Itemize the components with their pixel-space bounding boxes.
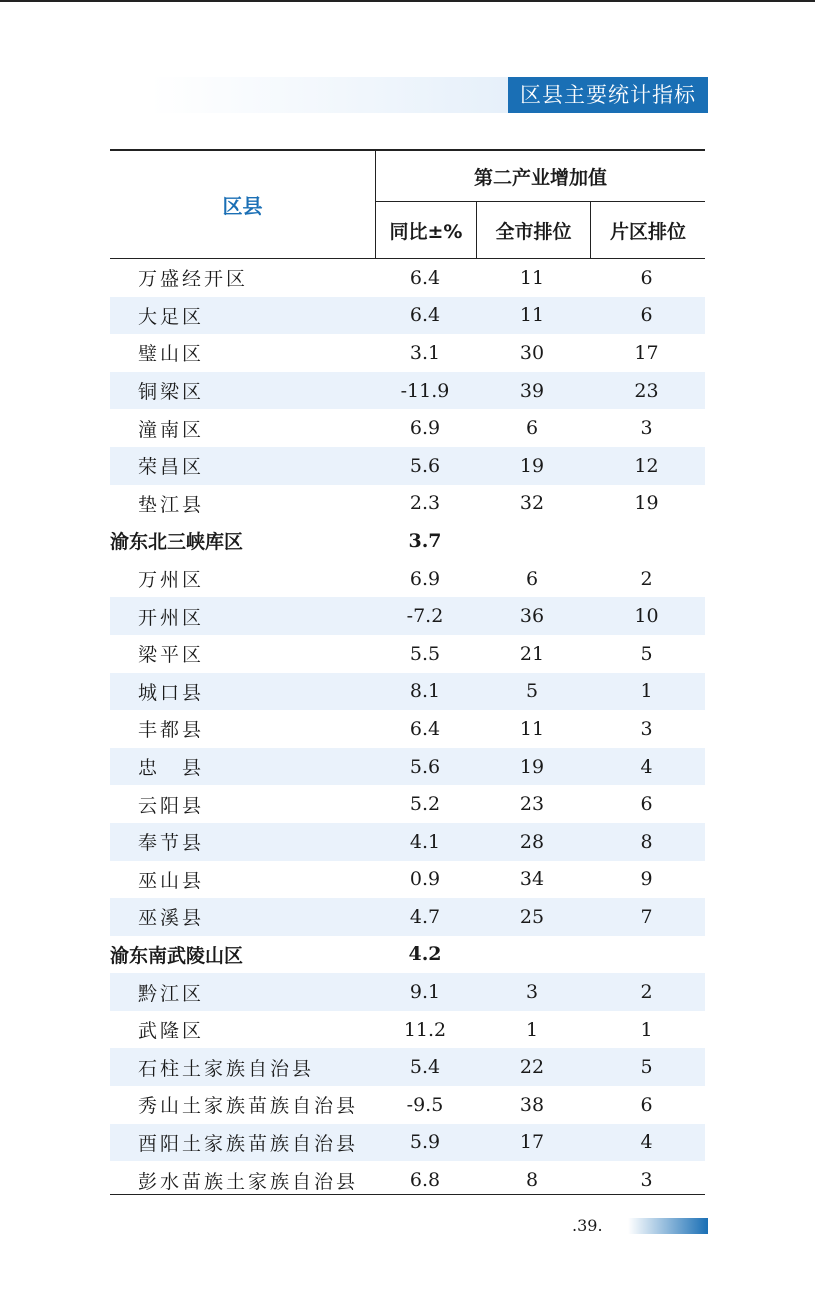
region-rank-cell: 2 [640, 981, 653, 1004]
yoy-value-cell: -9.5 [406, 1093, 444, 1116]
city-rank-cell: 34 [519, 868, 545, 891]
city-rank-cell: 36 [519, 605, 545, 628]
region-rank-column-header: 片区排位 [609, 220, 686, 243]
city-rank-cell: 11 [519, 266, 545, 289]
region-rank-cell: 23 [634, 379, 659, 402]
district-name-cell: 巫溪县 [138, 907, 205, 930]
table-row [110, 259, 705, 297]
city-rank-cell: 25 [519, 905, 545, 928]
table-row [110, 710, 705, 748]
yoy-value-cell: 5.5 [409, 642, 441, 665]
yoy-value-cell: 5.2 [409, 793, 441, 816]
page-number: .39. [572, 1216, 603, 1235]
yoy-value-cell: 9.1 [409, 981, 441, 1004]
district-name-cell: 忠 县 [138, 757, 205, 780]
yoy-value-cell: 6.9 [409, 417, 441, 440]
table-bottom-rule [110, 1194, 705, 1195]
region-rank-cell: 6 [640, 304, 653, 327]
district-name-cell: 璧山区 [138, 343, 205, 366]
table-row [110, 785, 705, 823]
table-row [110, 1086, 705, 1124]
region-rank-cell: 10 [634, 605, 659, 628]
table-row [110, 1048, 705, 1086]
yoy-value-cell: 6.4 [409, 717, 441, 740]
city-rank-cell: 32 [519, 492, 545, 515]
table-row [110, 823, 705, 861]
yoy-value-cell: 0.9 [409, 868, 441, 891]
page-number-bar [628, 1218, 708, 1234]
table-row [110, 861, 705, 899]
region-rank-cell: 4 [640, 1131, 653, 1154]
yoy-value-cell: 5.6 [409, 755, 441, 778]
city-rank-cell: 19 [519, 454, 545, 477]
district-name-cell: 石柱土家族自治县 [138, 1057, 315, 1080]
city-rank-cell: 5 [525, 680, 539, 703]
region-rank-cell: 5 [640, 642, 653, 665]
district-name-cell: 丰都县 [138, 719, 205, 742]
yoy-value-cell: 6.4 [409, 304, 441, 327]
region-rank-cell: 8 [640, 830, 653, 853]
city-rank-cell: 1 [525, 1018, 539, 1041]
city-rank-cell: 23 [519, 793, 545, 816]
yoy-value-cell: 6.9 [409, 567, 441, 590]
district-column-header: 区县 [222, 194, 263, 218]
district-name-cell: 万盛经开区 [138, 268, 249, 291]
district-name-cell: 城口县 [138, 681, 205, 704]
yoy-value-cell: 3.1 [409, 341, 441, 364]
city-rank-cell: 38 [519, 1093, 545, 1116]
region-rank-cell: 19 [634, 492, 659, 515]
region-rank-cell: 6 [640, 793, 653, 816]
district-name-cell: 渝东北三峡库区 [110, 531, 244, 554]
district-name-cell: 秀山土家族苗族自治县 [138, 1095, 359, 1118]
city-rank-cell: 17 [519, 1131, 545, 1154]
district-name-cell: 酉阳土家族苗族自治县 [138, 1132, 359, 1155]
table-row [110, 898, 705, 936]
table-row [110, 973, 705, 1011]
district-name-cell: 黔江区 [138, 982, 205, 1005]
table-row [110, 485, 705, 523]
yoy-value-cell: 8.1 [409, 680, 441, 703]
table-row [110, 409, 705, 447]
region-rank-cell: 2 [640, 567, 653, 590]
region-rank-cell: 7 [640, 905, 653, 928]
district-name-cell: 潼南区 [138, 418, 205, 441]
region-rank-cell: 12 [634, 454, 659, 477]
district-name-cell: 荣昌区 [138, 456, 205, 479]
region-rank-cell: 4 [640, 755, 653, 778]
yoy-column-header: 同比±% [389, 220, 463, 243]
yoy-value-cell: 4.2 [408, 943, 442, 966]
table-row [110, 297, 705, 335]
region-rank-cell: 6 [640, 1093, 653, 1116]
district-name-cell: 万州区 [138, 569, 205, 592]
table-row [110, 635, 705, 673]
yoy-value-cell: 2.3 [409, 492, 441, 515]
region-rank-cell: 1 [640, 1018, 653, 1041]
city-rank-cell: 3 [525, 981, 539, 1004]
table-row [110, 334, 705, 372]
district-name-cell: 云阳县 [138, 794, 205, 817]
table-body [110, 259, 705, 1199]
table-row [110, 1011, 705, 1049]
region-row [110, 936, 705, 974]
city-rank-cell: 6 [525, 417, 539, 440]
district-name-cell: 大足区 [138, 305, 205, 328]
city-rank-cell: 22 [519, 1056, 545, 1079]
yoy-value-cell: -11.9 [400, 379, 450, 402]
district-name-cell: 梁平区 [138, 644, 205, 667]
table-row [110, 447, 705, 485]
header-band [150, 77, 510, 113]
city-rank-cell: 30 [519, 341, 545, 364]
yoy-value-cell: 5.6 [409, 454, 441, 477]
yoy-value-cell: 4.1 [409, 830, 441, 853]
district-name-cell: 铜梁区 [138, 381, 205, 404]
yoy-value-cell: 5.4 [409, 1056, 441, 1079]
region-rank-cell: 9 [640, 868, 653, 891]
top-rule [0, 0, 815, 2]
region-rank-cell: 3 [640, 717, 653, 740]
region-rank-cell: 3 [640, 1169, 653, 1192]
district-name-cell: 巫山县 [138, 869, 205, 892]
region-rank-cell: 6 [640, 266, 653, 289]
yoy-value-cell: 4.7 [409, 905, 441, 928]
header-divider [590, 202, 591, 258]
district-name-cell: 垫江县 [138, 493, 205, 516]
table-row [110, 1124, 705, 1162]
district-name-cell: 奉节县 [138, 832, 205, 855]
table-row [110, 673, 705, 711]
city-rank-cell: 11 [519, 717, 545, 740]
district-name-cell: 武隆区 [138, 1020, 205, 1043]
region-rank-cell: 17 [634, 341, 659, 364]
city-rank-cell: 19 [519, 755, 545, 778]
city-rank-cell: 8 [525, 1169, 539, 1192]
city-rank-cell: 11 [519, 304, 545, 327]
city-rank-cell: 6 [525, 567, 539, 590]
header-divider [375, 151, 376, 258]
city-rank-cell: 21 [519, 642, 545, 665]
yoy-value-cell: 3.7 [408, 529, 442, 552]
region-rank-cell: 1 [640, 680, 653, 703]
yoy-value-cell: -7.2 [406, 605, 444, 628]
region-rank-cell: 3 [640, 417, 653, 440]
table-row [110, 560, 705, 598]
city-rank-column-header: 全市排位 [495, 220, 572, 243]
yoy-value-cell: 6.4 [409, 266, 441, 289]
yoy-value-cell: 11.2 [403, 1018, 447, 1041]
yoy-value-cell: 6.8 [409, 1169, 441, 1192]
table-row [110, 372, 705, 410]
region-rank-cell: 5 [640, 1056, 653, 1079]
yoy-value-cell: 5.9 [409, 1131, 441, 1154]
section-title: 区县主要统计指标 [508, 77, 708, 113]
region-row [110, 522, 705, 560]
group-column-header: 第二产业增加值 [473, 166, 607, 189]
table-row [110, 597, 705, 635]
district-name-cell: 渝东南武陵山区 [110, 944, 244, 967]
city-rank-cell: 28 [519, 830, 545, 853]
table-row [110, 748, 705, 786]
district-name-cell: 彭水苗族土家族自治县 [138, 1170, 359, 1193]
city-rank-cell: 39 [519, 379, 545, 402]
district-name-cell: 开州区 [138, 606, 205, 629]
header-divider [476, 202, 477, 258]
